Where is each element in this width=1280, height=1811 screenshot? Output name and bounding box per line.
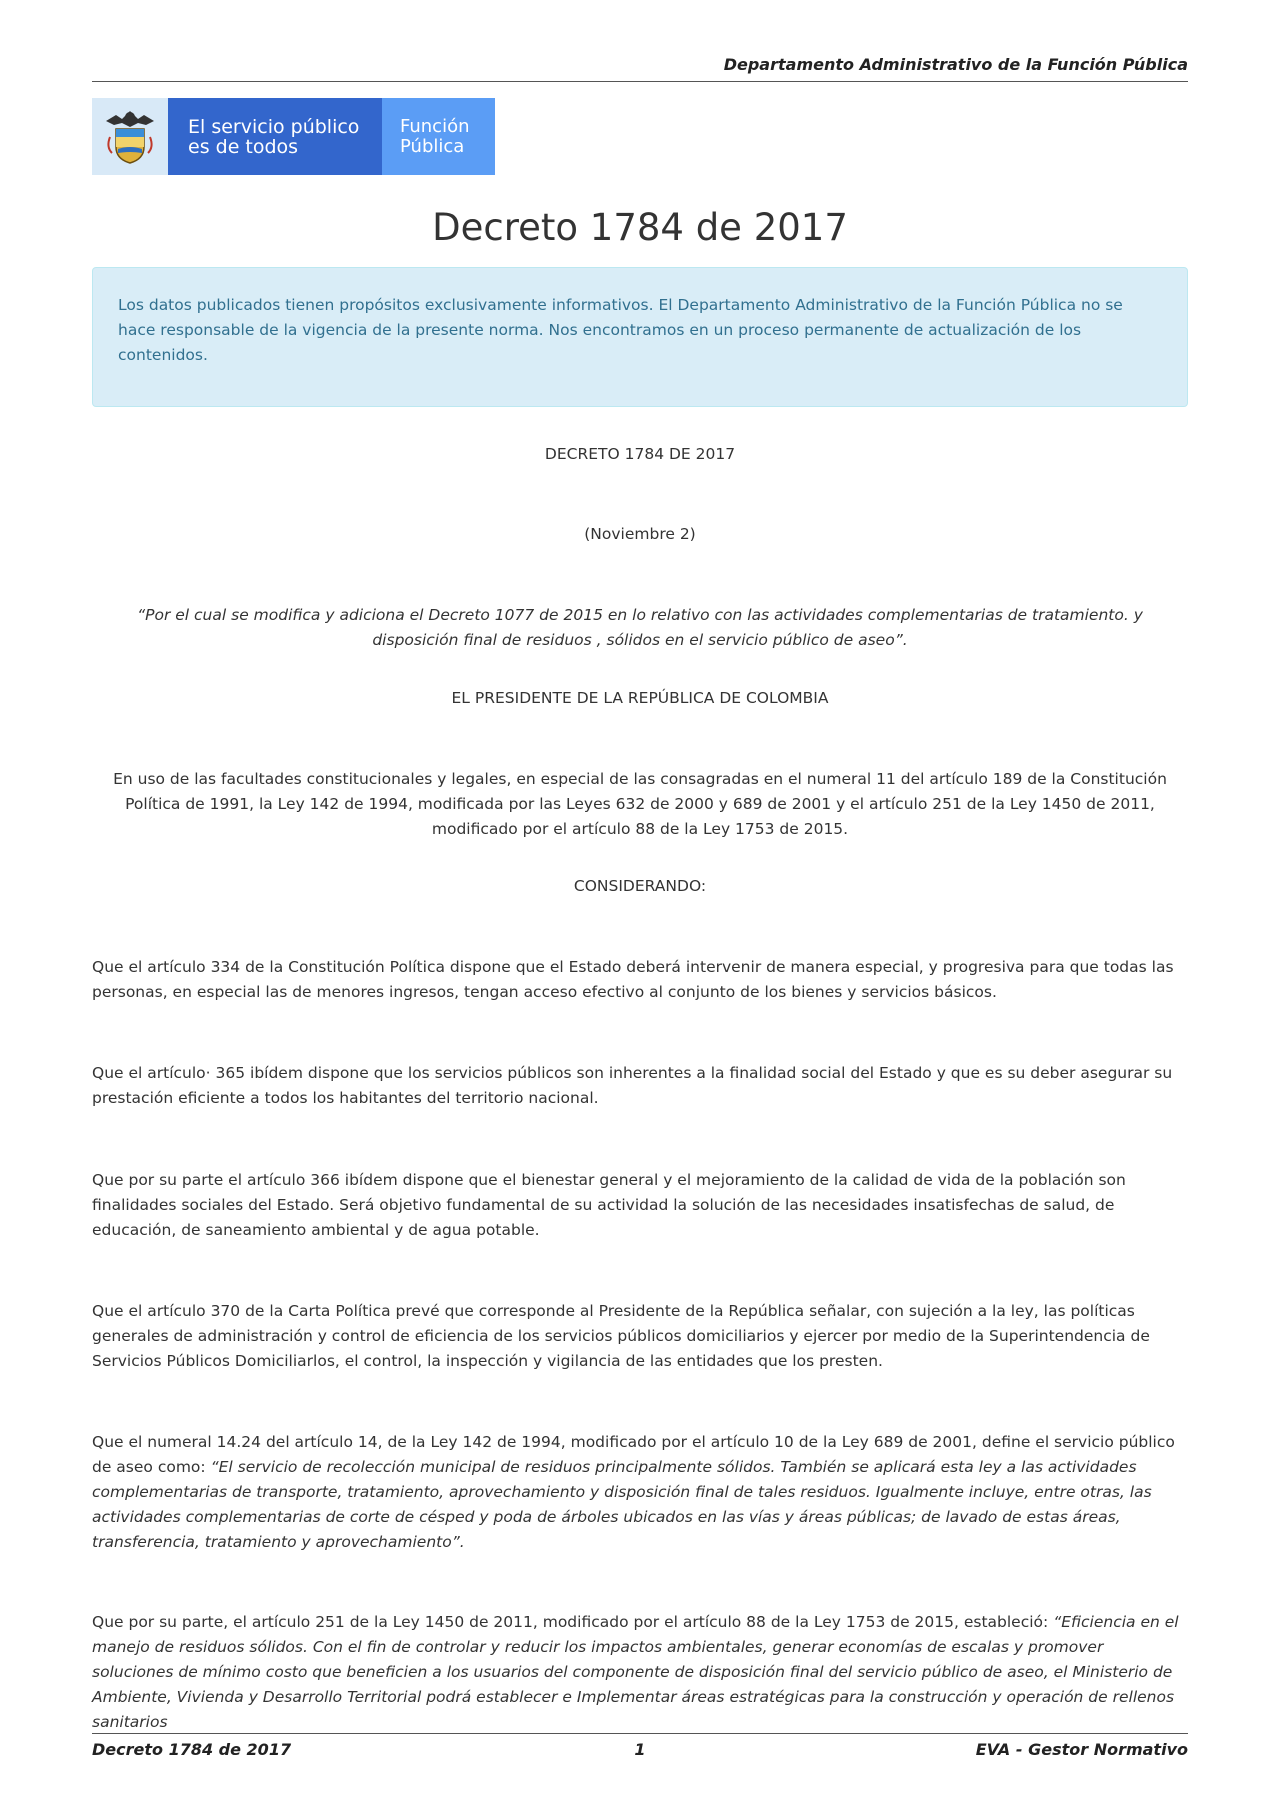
document-title: Decreto 1784 de 2017 (432, 206, 848, 249)
entity-line-1: Función (400, 116, 470, 137)
decree-heading: DECRETO 1784 DE 2017 (544, 445, 736, 463)
page-footer (92, 1733, 1188, 1764)
crest-panel (92, 98, 168, 175)
considerando-paragraph (92, 1610, 1188, 1735)
considerando-heading: CONSIDERANDO: (573, 877, 707, 895)
footer-system-name: EVA - Gestor Normativo (975, 1739, 1188, 1759)
considerando-paragraph: Que el artículo 370 de la Carta Política prevé que corresponde al Presidente de la República señalar, con sujeción a la ley, las políticas generales de administración y control de eficiencia de los servicios públicos domiciliarios y ejercer por medio de la Superintendencia de Servicios Públicos Domiciliarlos, el control, la inspección y vigilancia de las entidades que los presten. (92, 1302, 1150, 1370)
footer-document-name: Decreto 1784 de 2017 (92, 1739, 292, 1759)
quoted-law-text: “El servicio de recolección municipal de residuos principalmente sólidos. También se aplicará esta ley a las actividades complementarias de transporte, tratamiento, aprovechamiento y disposición final de tales residuos. Igualmente incluye, entre otras, las actividades complementarias de corte de césped y poda de árboles ubicados en las vías y áreas públicas; de lavado de estas áreas, transferencia, tratamiento y aprovechamiento”. (92, 1458, 1152, 1551)
slogan-line-2: es de todos (188, 136, 299, 158)
decree-issuer: EL PRESIDENTE DE LA REPÚBLICA DE COLOMBIA (451, 689, 829, 707)
paragraph-lead: Que el numeral 14.24 del artículo 14, de la Ley 142 de 1994, modificado por el artículo 10 de la Ley 689 de 2001, define el servicio público de aseo como: (92, 1433, 1175, 1476)
page-number: 1 (634, 1739, 646, 1759)
funcion-publica-logo (92, 98, 495, 175)
considerando-paragraph: Que el artículo 334 de la Constitución Política dispone que el Estado deberá intervenir de manera especial, y progresiva para que todas las personas, en especial las de menores ingresos, tengan acceso efectivo al conjunto de los bienes y servicios básicos. (92, 958, 1174, 1001)
decree-date: (Noviembre 2) (584, 525, 696, 543)
considerando-paragraph: Que por su parte el artículo 366 ibídem dispone que el bienestar general y el mejoramiento de la calidad de vida de la población son finalidades sociales del Estado. Será objetivo fundamental de su actividad la solución de las necesidades insatisfechas de salud, de educación, de saneamiento ambiental y de agua potable. (92, 1171, 1126, 1239)
disclaimer-alert: Los datos publicados tienen propósitos exclusivamente informativos. El Departamento Administrativo de la Función Pública no se hace responsable de la vigencia de la presente norma. Nos encontramos en un proceso permanente de actualización de los contenidos. (92, 267, 1188, 407)
decree-powers: En uso de las facultades constitucionales y legales, en especial de las consagradas en el numeral 11 del artículo 189 de la Constitución Política de 1991, la Ley 142 de 1994, modificada por las Leyes 632 de 2000 y 689 de 2001 y el artículo 251 de la Ley 1450 de 2011, modificado por el artículo 88 de la Ley 1753 de 2015. (113, 770, 1167, 838)
considerando-paragraph (92, 1430, 1188, 1555)
page-header (92, 53, 1188, 82)
entity-line-2: Pública (400, 136, 465, 157)
paragraph-lead: Que por su parte, el artículo 251 de la Ley 1450 de 2011, modificado por el artículo 88 de la Ley 1753 de 2015, estableció: (92, 1613, 1054, 1631)
agency-name: Departamento Administrativo de la Función Pública (723, 55, 1188, 74)
decree-subject: “Por el cual se modifica y adiciona el Decreto 1077 de 2015 en lo relativo con las actividades complementarias de tratamiento. y disposición final de residuos , sólidos en el servicio público de aseo”. (137, 606, 1143, 649)
slogan-panel (168, 98, 382, 175)
slogan-line-1: El servicio público (188, 116, 360, 138)
colombia-coat-of-arms-icon (102, 107, 158, 167)
considerando-paragraph: Que el artículo· 365 ibídem dispone que los servicios públicos son inherentes a la finalidad social del Estado y que es su deber asegurar su prestación eficiente a todos los habitantes del territorio nacional. (92, 1064, 1173, 1107)
entity-panel (382, 98, 495, 175)
quoted-law-text: “Eficiencia en el manejo de residuos sólidos. Con el fin de controlar y reducir los impactos ambientales, generar economías de escalas y promover soluciones de mínimo costo que beneficien a los usuarios del componente de disposición final del servicio público de aseo, el Ministerio de Ambiente, Vivienda y Desarrollo Territorial podrá establecer e Implementar áreas estratégicas para la construcción y operación de rellenos sanitarios (92, 1613, 1179, 1731)
